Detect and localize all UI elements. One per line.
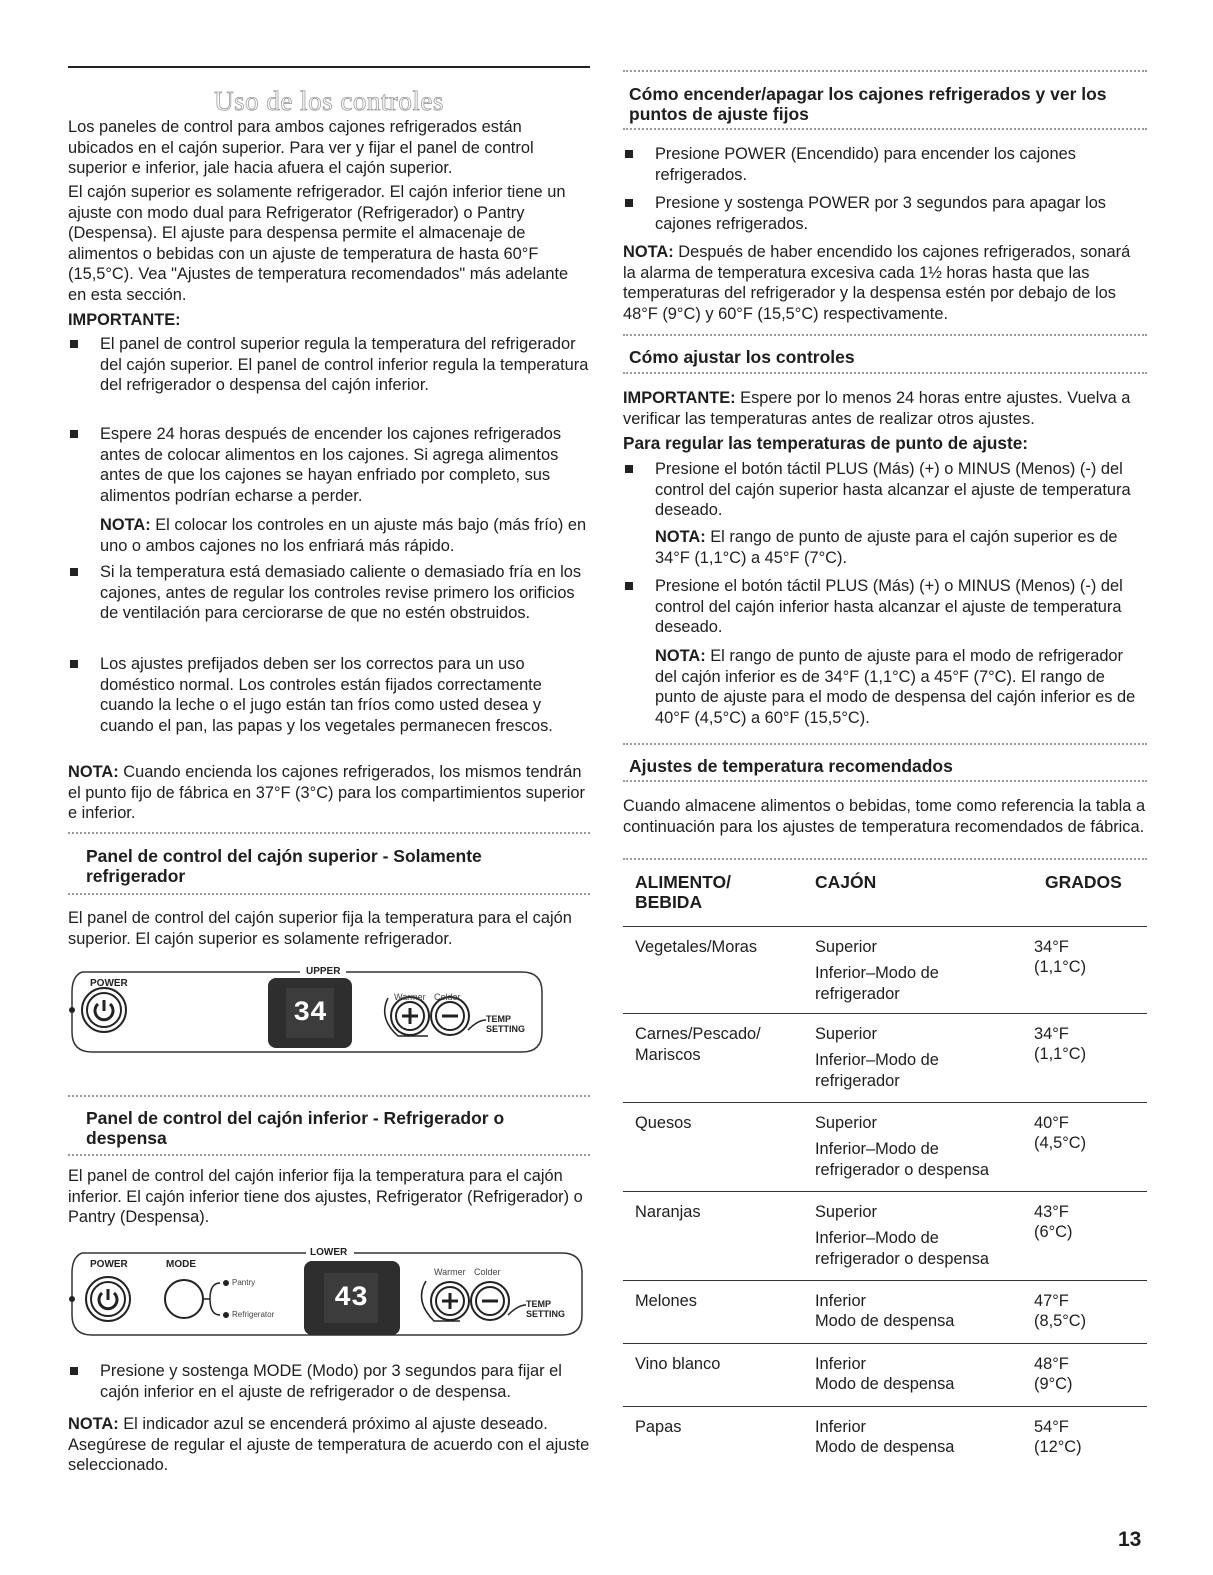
- table-row: [623, 1406, 1147, 1467]
- cell-degrees: 48°F: [1034, 1355, 1069, 1373]
- temperature-table: [623, 872, 1147, 1467]
- note-text: El colocar los controles en un ajuste más bajo (más frío) en uno o ambos cajones no los enfriará más rápido.: [100, 516, 587, 555]
- table-row: [623, 1013, 1147, 1102]
- colder-label: Colder: [474, 1267, 501, 1277]
- cell-drawer-mode: Inferior–Modo de refrigerador o despensa: [815, 1140, 990, 1179]
- note-upper-range: [623, 527, 1145, 568]
- table-row: [623, 1280, 1147, 1343]
- cell-food: Carnes/Pescado/ Mariscos: [635, 1025, 761, 1064]
- cell-degrees: 54°F: [1034, 1418, 1069, 1436]
- cell-degrees: 40°F: [1034, 1114, 1069, 1132]
- cell-degrees-celsius: (8,5°C): [1034, 1312, 1087, 1330]
- cell-drawer: Inferior: [815, 1418, 867, 1436]
- temperature-display: 34: [293, 998, 327, 1029]
- note-text: El indicador azul se encenderá próximo al ajuste deseado. Asegúrese de regular el ajuste de temperatura de acuerdo con el ajuste seleccionado.: [68, 1415, 590, 1474]
- cell-degrees-celsius: (9°C): [1034, 1375, 1073, 1393]
- recommended-heading: Ajustes de temperatura recomendados: [629, 756, 953, 776]
- dotted-divider: [68, 832, 590, 834]
- note-text: El rango de punto de ajuste para el modo de refrigerador del cajón inferior es de 34°F (1,1°C) a 45°F (7°C). El rango de punto de ajuste para el modo de despensa del cajón inferior es de 40°F (4,5°C) a 60°F (15,5°C).: [655, 647, 1136, 727]
- cell-drawer-mode: Inferior–Modo de refrigerador o despensa: [815, 1229, 990, 1268]
- important-label: IMPORTANTE:: [68, 311, 181, 329]
- cell-food: Vino blanco: [635, 1355, 721, 1373]
- cell-degrees: 34°F: [1034, 1025, 1069, 1043]
- cell-drawer-mode: Inferior–Modo de refrigerador: [815, 964, 939, 1003]
- temp-label: TEMP: [486, 1014, 512, 1024]
- note-label: NOTA:: [100, 516, 151, 534]
- adjust-heading: Cómo ajustar los controles: [629, 347, 855, 367]
- bullet-lower-adjust: Presione el botón táctil PLUS (Más) (+) o MINUS (Menos) (-) del control del cajón inferior hasta alcanzar el ajuste de temperatura deseado.: [623, 576, 1145, 638]
- adjust-subheading: Para regular las temperaturas de punto de ajuste:: [623, 433, 1028, 453]
- cell-drawer: Inferior: [815, 1292, 867, 1310]
- upper-control-panel: [68, 962, 548, 1058]
- warmer-label: Warmer: [394, 992, 426, 1002]
- header-degrees: GRADOS: [1045, 872, 1122, 892]
- note-label: NOTA:: [655, 528, 706, 546]
- note-label: NOTA:: [68, 763, 119, 781]
- cell-drawer: Inferior: [815, 1355, 867, 1373]
- dotted-divider: [623, 70, 1147, 72]
- power-label: POWER: [90, 978, 128, 989]
- setting-label: SETTING: [526, 1309, 566, 1319]
- bullet-upper-adjust: Presione el botón táctil PLUS (Más) (+) o MINUS (Menos) (-) del control del cajón superior hasta alcanzar el ajuste de temperatura deseado.: [623, 459, 1145, 521]
- cell-degrees: 47°F: [1034, 1292, 1069, 1310]
- mode-label: MODE: [166, 1259, 196, 1270]
- dotted-divider: [68, 1095, 590, 1097]
- temp-label: TEMP: [526, 1299, 552, 1309]
- lower-panel-text: El panel de control del cajón inferior fija la temperatura para el cajón inferior. El cajón inferior tiene dos ajustes, Refrigerator (Refrigerador) o Pantry (Despensa).: [68, 1167, 583, 1226]
- note-temperature-alarm: [623, 242, 1147, 324]
- cell-degrees-celsius: (12°C): [1034, 1438, 1082, 1456]
- note-text: El rango de punto de ajuste para el cajón superior es de 34°F (1,1°C) a 45°F (7°C).: [655, 528, 1118, 567]
- bullet-check-vents: Si la temperatura está demasiado caliente o demasiado fría en los cajones, antes de regular los controles revise primero los orificios de ventilación para cerciorarse de que no estén obstruidos.: [68, 562, 590, 624]
- cell-drawer: Superior: [815, 1203, 877, 1221]
- bullet-preset-settings: Los ajustes prefijados deben ser los correctos para un uso doméstico normal. Los controles están fijados correctamente cuando la leche o el jugo están tan fríos como usted desea y cuando el pan, las papas y los vegetales permanecen frescos.: [68, 654, 590, 736]
- bullet-wait-24-hours: Espere 24 horas después de encender los cajones refrigerados antes de colocar alimentos en los cajones. Si agrega alimentos antes de que los cajones se hayan enfriado por completo, sus alimentos podrían echarse a perder.: [68, 424, 590, 506]
- cell-degrees: 34°F: [1034, 938, 1069, 956]
- note-lower-range: [623, 646, 1145, 728]
- cell-food: Papas: [635, 1418, 682, 1436]
- power-label: POWER: [90, 1259, 128, 1270]
- note-text: Después de haber encendido los cajones refrigerados, sonará la alarma de temperatura excesiva cada 1½ horas hasta que las temperaturas del refrigerador y la despensa estén por debajo de los 48°F (9°C) y 60°F (15,5°C) respectivamente.: [623, 243, 1131, 323]
- dotted-divider: [623, 780, 1147, 782]
- note-label: NOTA:: [623, 243, 674, 261]
- cell-food: Melones: [635, 1292, 697, 1310]
- dotted-divider: [68, 893, 590, 895]
- upper-panel-text: El panel de control del cajón superior fija la temperatura para el cajón superior. El cajón superior es solamente refrigerador.: [68, 909, 572, 948]
- important-text: Espere por lo menos 24 horas entre ajustes. Vuelva a verificar las temperaturas antes de realizar otros ajustes.: [623, 389, 1131, 428]
- dotted-divider: [623, 743, 1147, 745]
- cell-food: Naranjas: [635, 1203, 701, 1221]
- note-blue-indicator: [68, 1414, 590, 1476]
- table-row: [623, 926, 1147, 1013]
- intro-paragraph-1: Los paneles de control para ambos cajones refrigerados están ubicados en el cajón superior. Para ver y fijar el panel de control superior e inferior, jale hacia afuera el cajón superior.: [68, 118, 534, 177]
- top-rule: [68, 66, 590, 68]
- adjust-important: [623, 388, 1147, 429]
- recommended-text: Cuando almacene alimentos o bebidas, tome como referencia la tabla a continuación para los ajustes de temperatura recomendados de fábrica.: [623, 797, 1146, 836]
- note-label: NOTA:: [655, 647, 706, 665]
- setting-label: SETTING: [486, 1024, 526, 1034]
- upper-panel-heading: Panel de control del cajón superior - Solamente refrigerador: [86, 846, 482, 886]
- table-row: [623, 1343, 1147, 1406]
- dotted-divider: [623, 858, 1147, 860]
- temperature-display: 43: [334, 1283, 368, 1314]
- panel-title: LOWER: [310, 1247, 348, 1258]
- cell-degrees-celsius: (6°C): [1034, 1223, 1073, 1241]
- header-food: ALIMENTO/ BEBIDA: [635, 872, 731, 912]
- refrigerator-label: Refrigerator: [232, 1310, 275, 1319]
- dotted-divider: [623, 128, 1147, 130]
- colder-label: Colder: [434, 992, 461, 1002]
- cell-food: Quesos: [635, 1114, 692, 1132]
- important-label: IMPORTANTE:: [623, 389, 736, 407]
- cell-degrees-celsius: (1,1°C): [1034, 1045, 1087, 1063]
- cell-drawer-mode: Modo de despensa: [815, 1312, 955, 1330]
- lower-control-panel: [68, 1243, 588, 1339]
- table-body: [623, 926, 1147, 1467]
- dotted-divider: [623, 334, 1147, 336]
- page-title: Uso de los controles: [214, 86, 444, 116]
- cell-drawer-mode: Modo de despensa: [815, 1438, 955, 1456]
- cell-degrees-celsius: (1,1°C): [1034, 958, 1087, 976]
- onoff-heading: Cómo encender/apagar los cajones refrigerados y ver los puntos de ajuste fijos: [629, 84, 1107, 124]
- dotted-divider: [623, 372, 1147, 374]
- intro-paragraph-2: El cajón superior es solamente refrigerador. El cajón inferior tiene un ajuste con modo dual para Refrigerator (Refrigerador) o Pantry (Despensa). El ajuste para despensa permite el almacenaje de alimentos o bebidas con un ajuste de temperatura de hasta 60°F (15,5°C). Vea "Ajustes de temperatura recomendados" más adelante en esta sección.: [68, 183, 569, 304]
- cell-degrees: 43°F: [1034, 1203, 1069, 1221]
- cell-drawer: Superior: [815, 938, 877, 956]
- note-text: Cuando encienda los cajones refrigerados, los mismos tendrán el punto fijo de fábrica en 37°F (3°C) para los compartimientos superior e inferior.: [68, 763, 585, 822]
- bullet-mode-button: Presione y sostenga MODE (Modo) por 3 segundos para fijar el cajón inferior en el ajuste de refrigerador o de despensa.: [68, 1361, 590, 1402]
- table-row: [623, 1191, 1147, 1280]
- table-row: [623, 1102, 1147, 1191]
- note-label: NOTA:: [68, 1415, 119, 1433]
- note-colder-setting: [68, 515, 590, 556]
- cell-drawer: Superior: [815, 1025, 877, 1043]
- bullet-power-on: Presione POWER (Encendido) para encender los cajones refrigerados.: [623, 144, 1145, 185]
- cell-food: Vegetales/Moras: [635, 938, 758, 956]
- cell-drawer: Superior: [815, 1114, 877, 1132]
- cell-drawer-mode: Inferior–Modo de refrigerador: [815, 1051, 939, 1090]
- dotted-divider: [68, 1154, 590, 1156]
- cell-drawer-mode: Modo de despensa: [815, 1375, 955, 1393]
- bullet-power-off: Presione y sostenga POWER por 3 segundos para apagar los cajones refrigerados.: [623, 193, 1145, 234]
- header-drawer: CAJÓN: [815, 872, 877, 892]
- page-number: 13: [1118, 1528, 1142, 1551]
- warmer-label: Warmer: [434, 1267, 466, 1277]
- note-factory-setpoint: [68, 762, 590, 824]
- pantry-label: Pantry: [232, 1278, 256, 1287]
- bullet-upper-lower-panels: El panel de control superior regula la temperatura del refrigerador del cajón superior. El panel de control inferior regula la temperatura del refrigerador o despensa del cajón inferior.: [68, 334, 590, 396]
- panel-title: UPPER: [306, 966, 341, 977]
- table-header-row: [623, 872, 1147, 926]
- lower-panel-heading: Panel de control del cajón inferior - Refrigerador o despensa: [86, 1108, 505, 1148]
- cell-degrees-celsius: (4,5°C): [1034, 1134, 1087, 1152]
